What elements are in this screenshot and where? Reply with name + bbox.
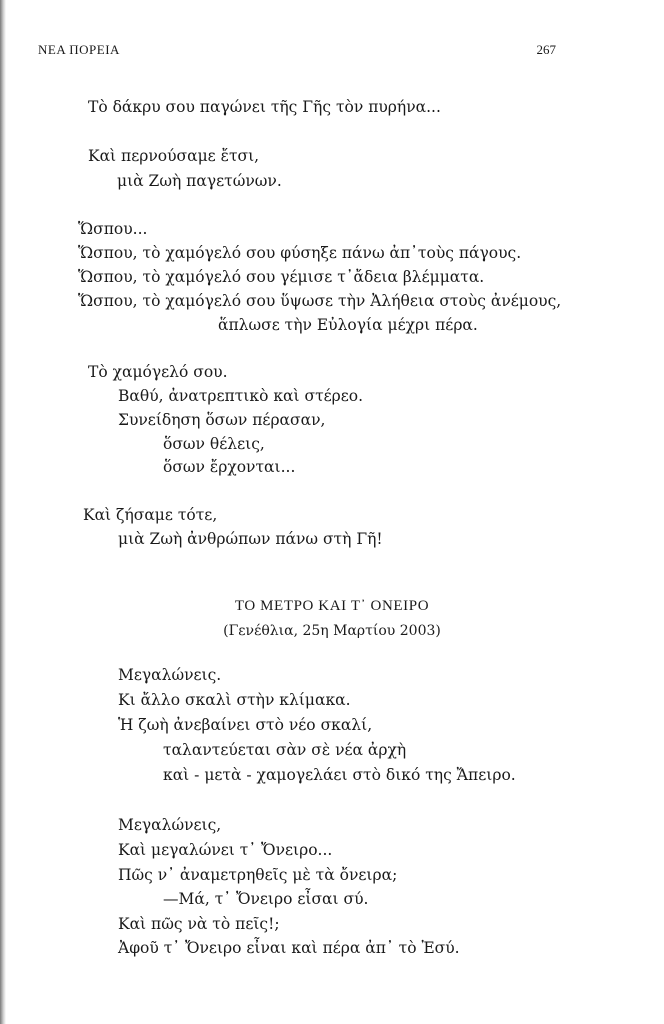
poem-line: Μεγαλώνεις.	[118, 666, 222, 684]
poem-line: Πῶς ν᾽ ἀναμετρηθεῖς μὲ τὰ ὄνειρα;	[118, 866, 398, 884]
poem-line: Ὥσπου, τὸ χαμόγελό σου φύσηξε πάνω ἀπ᾽τοὺς πάγους.	[78, 244, 522, 262]
poem-line: μιὰ Ζωὴ ἀνθρώπων πάνω στὴ Γῆ!	[118, 530, 383, 548]
poem-line: καὶ - μετὰ - χαμογελάει στὸ δικό της Ἄπειρο.	[163, 766, 516, 784]
poem-line: Καὶ ζήσαμε τότε,	[83, 506, 218, 524]
poem-line: Συνείδηση ὅσων πέρασαν,	[118, 411, 326, 429]
poem-line: Τὸ δάκρυ σου παγώνει τῆς Γῆς τὸν πυρήνα...	[88, 98, 441, 116]
poem-line: Τὸ χαμόγελό σου.	[88, 363, 228, 381]
poem-line: Ὥσπου...	[78, 220, 148, 238]
poem-line: ὅσων θέλεις,	[163, 435, 265, 453]
page-number: 267	[536, 42, 556, 57]
poem-line: —Μά, τ᾽ Ὄνειρο εἶσαι σύ.	[163, 890, 369, 908]
poem-line: Ἡ ζωὴ ἀνεβαίνει στὸ νέο σκαλί,	[118, 716, 373, 734]
poem-line: Καὶ πῶς νὰ τὸ πεῖς!;	[118, 915, 280, 933]
poem-line: Ἀφοῦ τ᾽ Ὄνειρο εἶναι καὶ πέρα ἀπ᾽ τὸ Ἐσύ.	[118, 939, 460, 957]
poem-line: Καὶ μεγαλώνει τ᾽ Ὄνειρο...	[118, 841, 333, 859]
poem-line: Μεγαλώνεις,	[118, 816, 222, 834]
poem-line: Ὥσπου, τὸ χαμόγελό σου γέμισε τ᾽ἄδεια βλέμματα.	[78, 268, 485, 286]
poem-line: Καὶ περνούσαμε ἔτσι,	[88, 147, 260, 165]
running-title: ΝΕΑ ΠΟΡΕΙΑ	[38, 42, 120, 57]
poem-line: μιὰ Ζωὴ παγετώνων.	[117, 172, 282, 190]
poem-line: ἅπλωσε τὴν Εὐλογία μέχρι πέρα.	[218, 316, 478, 334]
poem-line: Βαθύ, ἀνατρεπτικὸ καὶ στέρεο.	[118, 387, 364, 405]
poem-subtitle: (Γενέθλια, 25η Μαρτίου 2003)	[223, 623, 441, 639]
poem-line: Κι ἄλλο σκαλὶ στὴν κλίμακα.	[118, 691, 351, 709]
poem-line: ταλαντεύεται σὰν σὲ νέα ἀρχὴ	[163, 741, 407, 759]
poem-title: ΤΟ ΜΕΤΡΟ ΚΑΙ Τ᾽ ΟΝΕΙΡΟ	[234, 598, 430, 614]
page-binding-shadow	[0, 0, 6, 1024]
poem-line: Ὥσπου, τὸ χαμόγελό σου ὕψωσε τὴν Ἀλήθεια στοὺς ἀνέμους,	[78, 292, 562, 310]
poem-line: ὅσων ἔρχονται...	[163, 458, 296, 476]
